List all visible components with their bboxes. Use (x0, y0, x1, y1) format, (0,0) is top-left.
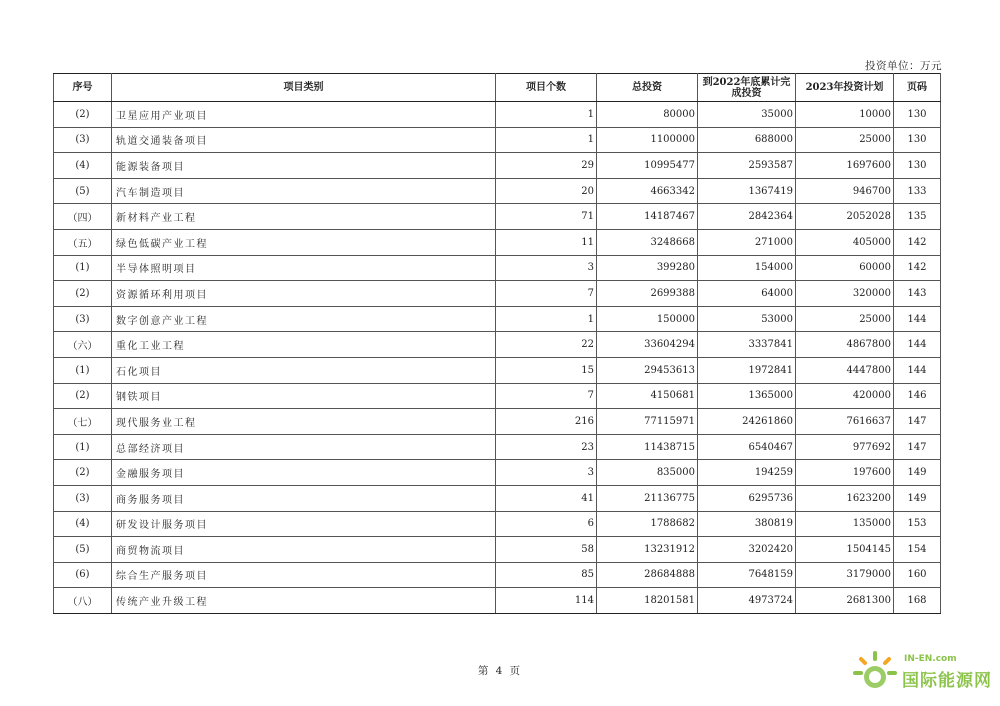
row-project-count: 58 (496, 537, 597, 563)
table-row (54, 485, 941, 511)
row-project-count: 29 (496, 153, 597, 179)
row-total-investment: 18201581 (597, 588, 698, 614)
row-page: 143 (894, 281, 941, 307)
table-row (54, 255, 941, 281)
row-project-count: 71 (496, 204, 597, 230)
table-row (54, 357, 941, 383)
row-total-investment: 4663342 (597, 178, 698, 204)
row-total-investment: 835000 (597, 460, 698, 486)
col-header-total-investment: 总投资 (597, 74, 698, 102)
row-total-investment: 80000 (597, 102, 698, 128)
row-plan-2023: 10000 (796, 102, 894, 128)
row-category: 能源装备项目 (112, 153, 496, 179)
row-category: 石化项目 (112, 357, 496, 383)
row-plan-2023: 977692 (796, 434, 894, 460)
row-project-count: 41 (496, 485, 597, 511)
row-category: 商贸物流项目 (112, 537, 496, 563)
row-project-count: 1 (496, 306, 597, 332)
row-page: 135 (894, 204, 941, 230)
row-total-investment: 77115971 (597, 409, 698, 435)
row-project-count: 1 (496, 102, 597, 128)
row-plan-2023: 946700 (796, 178, 894, 204)
row-plan-2023: 320000 (796, 281, 894, 307)
table-row (54, 562, 941, 588)
row-page: 130 (894, 153, 941, 179)
row-completed-investment: 6295736 (698, 485, 796, 511)
row-index: (3) (54, 485, 112, 511)
row-project-count: 23 (496, 434, 597, 460)
table-header-row (54, 74, 941, 102)
row-completed-investment: 35000 (698, 102, 796, 128)
row-project-count: 114 (496, 588, 597, 614)
row-category: 绿色低碳产业工程 (112, 229, 496, 255)
row-project-count: 11 (496, 229, 597, 255)
row-completed-investment: 53000 (698, 306, 796, 332)
row-plan-2023: 2681300 (796, 588, 894, 614)
row-category: 卫星应用产业项目 (112, 102, 496, 128)
row-page: 146 (894, 383, 941, 409)
row-completed-investment: 194259 (698, 460, 796, 486)
row-plan-2023: 1697600 (796, 153, 894, 179)
watermark-brand-cn: 国际能源网 (902, 671, 992, 691)
table-row (54, 281, 941, 307)
table-row (54, 511, 941, 537)
row-index: （八） (54, 588, 112, 614)
watermark-logo (852, 648, 992, 698)
row-project-count: 85 (496, 562, 597, 588)
row-category: 汽车制造项目 (112, 178, 496, 204)
row-page: 153 (894, 511, 941, 537)
row-index: (4) (54, 511, 112, 537)
row-project-count: 7 (496, 281, 597, 307)
table-row (54, 229, 941, 255)
row-project-count: 15 (496, 357, 597, 383)
col-header-page: 页码 (894, 74, 941, 102)
row-completed-investment: 2842364 (698, 204, 796, 230)
row-page: 144 (894, 357, 941, 383)
row-total-investment: 10995477 (597, 153, 698, 179)
table-row (54, 127, 941, 153)
row-completed-investment: 3337841 (698, 332, 796, 358)
row-total-investment: 3248668 (597, 229, 698, 255)
row-category: 研发设计服务项目 (112, 511, 496, 537)
row-total-investment: 33604294 (597, 332, 698, 358)
investment-unit-note: 投资单位：万元 (865, 60, 942, 72)
row-page: 133 (894, 178, 941, 204)
row-completed-investment: 2593587 (698, 153, 796, 179)
row-category: 半导体照明项目 (112, 255, 496, 281)
row-page: 147 (894, 409, 941, 435)
row-completed-investment: 24261860 (698, 409, 796, 435)
col-header-project-count: 项目个数 (496, 74, 597, 102)
row-plan-2023: 4867800 (796, 332, 894, 358)
row-completed-investment: 3202420 (698, 537, 796, 563)
row-category: 传统产业升级工程 (112, 588, 496, 614)
row-completed-investment: 6540467 (698, 434, 796, 460)
row-completed-investment: 1367419 (698, 178, 796, 204)
row-completed-investment: 688000 (698, 127, 796, 153)
col-header-completed-investment: 到2022年底累计完成投资 (698, 74, 796, 102)
row-category: 数字创意产业工程 (112, 306, 496, 332)
row-plan-2023: 4447800 (796, 357, 894, 383)
row-project-count: 7 (496, 383, 597, 409)
row-category: 钢铁项目 (112, 383, 496, 409)
row-page: 149 (894, 460, 941, 486)
row-index: (2) (54, 383, 112, 409)
row-project-count: 216 (496, 409, 597, 435)
row-completed-investment: 4973724 (698, 588, 796, 614)
row-index: (2) (54, 102, 112, 128)
table-row (54, 204, 941, 230)
row-total-investment: 4150681 (597, 383, 698, 409)
page-number: 第 4 页 (477, 665, 523, 677)
row-project-count: 20 (496, 178, 597, 204)
row-completed-investment: 1365000 (698, 383, 796, 409)
row-index: (4) (54, 153, 112, 179)
row-total-investment: 28684888 (597, 562, 698, 588)
row-completed-investment: 271000 (698, 229, 796, 255)
row-total-investment: 29453613 (597, 357, 698, 383)
row-project-count: 3 (496, 460, 597, 486)
row-category: 金融服务项目 (112, 460, 496, 486)
row-total-investment: 399280 (597, 255, 698, 281)
row-index: (3) (54, 127, 112, 153)
row-category: 综合生产服务项目 (112, 562, 496, 588)
row-plan-2023: 197600 (796, 460, 894, 486)
row-completed-investment: 380819 (698, 511, 796, 537)
row-category: 轨道交通装备项目 (112, 127, 496, 153)
row-completed-investment: 7648159 (698, 562, 796, 588)
row-plan-2023: 60000 (796, 255, 894, 281)
table-row (54, 178, 941, 204)
table-row (54, 332, 941, 358)
row-index: (1) (54, 434, 112, 460)
table-row (54, 306, 941, 332)
row-total-investment: 2699388 (597, 281, 698, 307)
row-total-investment: 11438715 (597, 434, 698, 460)
row-plan-2023: 2052028 (796, 204, 894, 230)
row-completed-investment: 1972841 (698, 357, 796, 383)
row-category: 现代服务业工程 (112, 409, 496, 435)
row-page: 154 (894, 537, 941, 563)
table-row (54, 102, 941, 128)
row-index: (5) (54, 537, 112, 563)
sun-leaf-icon (852, 650, 898, 696)
row-project-count: 1 (496, 127, 597, 153)
row-plan-2023: 405000 (796, 229, 894, 255)
col-header-category: 项目类别 (112, 74, 496, 102)
row-index: (3) (54, 306, 112, 332)
row-category: 商务服务项目 (112, 485, 496, 511)
col-header-plan-2023: 2023年投资计划 (796, 74, 894, 102)
table-row (54, 460, 941, 486)
row-total-investment: 13231912 (597, 537, 698, 563)
row-index: (1) (54, 255, 112, 281)
row-project-count: 6 (496, 511, 597, 537)
row-page: 142 (894, 255, 941, 281)
row-total-investment: 1100000 (597, 127, 698, 153)
row-page: 130 (894, 102, 941, 128)
table-row (54, 434, 941, 460)
row-total-investment: 150000 (597, 306, 698, 332)
row-plan-2023: 25000 (796, 127, 894, 153)
row-plan-2023: 3179000 (796, 562, 894, 588)
row-project-count: 3 (496, 255, 597, 281)
row-category: 资源循环利用项目 (112, 281, 496, 307)
row-page: 147 (894, 434, 941, 460)
row-index: (2) (54, 281, 112, 307)
row-index: （七） (54, 409, 112, 435)
row-completed-investment: 154000 (698, 255, 796, 281)
row-page: 144 (894, 306, 941, 332)
row-index: (1) (54, 357, 112, 383)
row-page: 168 (894, 588, 941, 614)
row-total-investment: 21136775 (597, 485, 698, 511)
row-total-investment: 1788682 (597, 511, 698, 537)
row-index: (2) (54, 460, 112, 486)
row-page: 144 (894, 332, 941, 358)
watermark-brand-en: IN-EN.com (904, 654, 957, 664)
row-index: （五） (54, 229, 112, 255)
row-page: 149 (894, 485, 941, 511)
row-page: 130 (894, 127, 941, 153)
row-category: 总部经济项目 (112, 434, 496, 460)
row-plan-2023: 25000 (796, 306, 894, 332)
row-page: 160 (894, 562, 941, 588)
row-project-count: 22 (496, 332, 597, 358)
row-page: 142 (894, 229, 941, 255)
row-plan-2023: 1504145 (796, 537, 894, 563)
table-row (54, 383, 941, 409)
row-index: （六） (54, 332, 112, 358)
row-category: 重化工业工程 (112, 332, 496, 358)
row-index: (6) (54, 562, 112, 588)
row-completed-investment: 64000 (698, 281, 796, 307)
table-row (54, 153, 941, 179)
row-total-investment: 14187467 (597, 204, 698, 230)
table-row (54, 409, 941, 435)
row-plan-2023: 7616637 (796, 409, 894, 435)
row-index: （四） (54, 204, 112, 230)
table-row (54, 588, 941, 614)
col-header-index: 序号 (54, 74, 112, 102)
row-category: 新材料产业工程 (112, 204, 496, 230)
row-index: (5) (54, 178, 112, 204)
table-row (54, 537, 941, 563)
row-plan-2023: 1623200 (796, 485, 894, 511)
investment-table (53, 73, 941, 614)
row-plan-2023: 135000 (796, 511, 894, 537)
row-plan-2023: 420000 (796, 383, 894, 409)
